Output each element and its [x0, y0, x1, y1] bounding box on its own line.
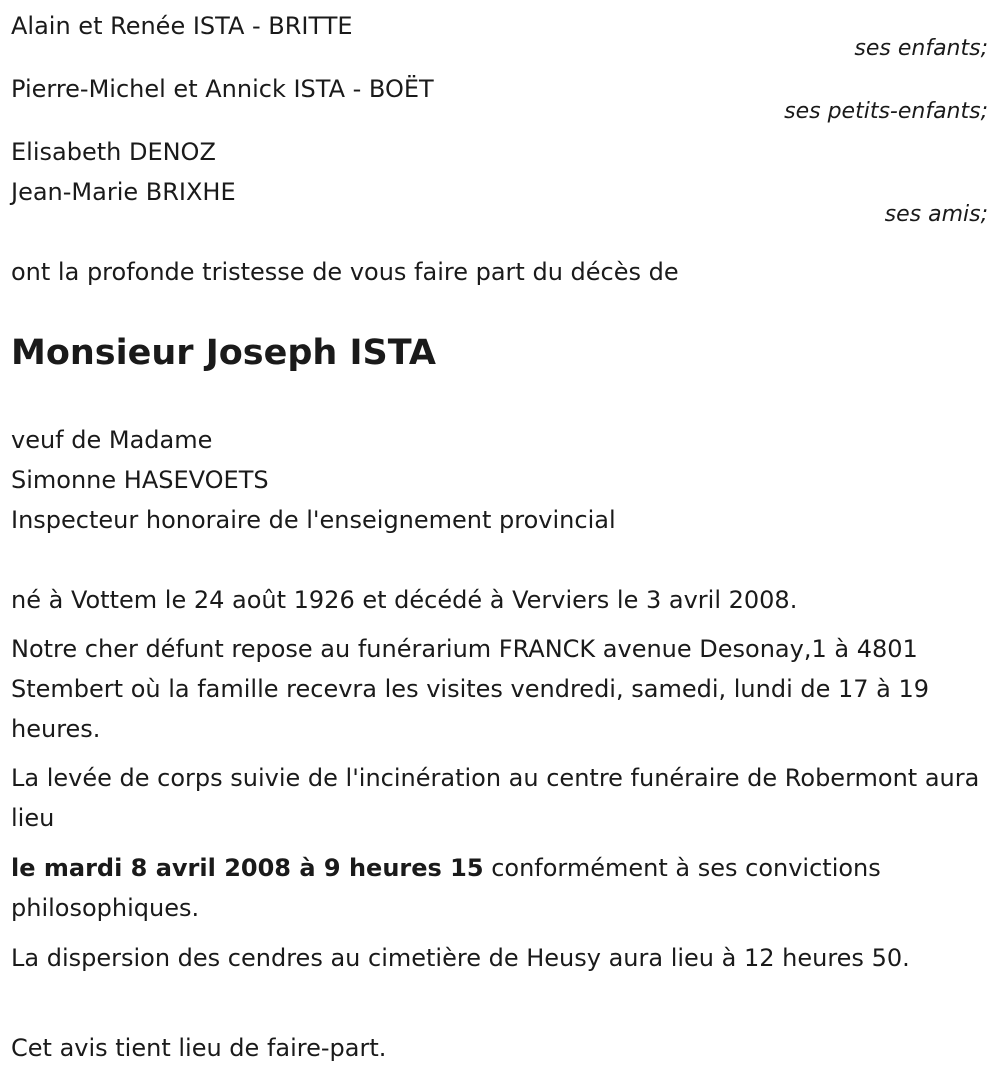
deceased-name: Monsieur Joseph ISTA [11, 333, 436, 373]
children-names: Alain et Renée ISTA - BRITTE [11, 12, 353, 40]
ceremony-paragraph: La levée de corps suivie de l'incinération au centre funéraire de Robermont aura lieu [11, 764, 980, 832]
funerarium-paragraph: Notre cher défunt repose au funérarium FRANCK avenue Desonay,1 à 4801 Stembert où la famille recevra les visites vendredi, samedi, lundi de 17 à 19 heures. [11, 635, 930, 743]
birth-death-line: né à Vottem le 24 août 1926 et décédé à Verviers le 3 avril 2008. [11, 586, 798, 614]
announcement-text: ont la profonde tristesse de vous faire part du décès de [11, 258, 679, 286]
ashes-paragraph: La dispersion des cendres au cimetière de Heusy aura lieu à 12 heures 50. [11, 944, 910, 972]
friend-name: Jean-Marie BRIXHE [11, 178, 236, 206]
grandchildren-names: Pierre-Michel et Annick ISTA - BOËT [11, 75, 434, 103]
closing-line: Cet avis tient lieu de faire-part. [11, 1034, 387, 1062]
widower-line: veuf de Madame [11, 426, 213, 454]
friends-relation: ses amis; [884, 202, 988, 227]
friend-name: Elisabeth DENOZ [11, 138, 216, 166]
ceremony-date-paragraph [11, 848, 991, 928]
profession: Inspecteur honoraire de l'enseignement provincial [11, 506, 616, 534]
children-relation: ses enfants; [854, 36, 988, 61]
ceremony-date: le mardi 8 avril 2008 à 9 heures 15 [11, 854, 484, 882]
ceremony-rest: conformément à ses convictions philosophiques. [11, 854, 881, 922]
spouse-name: Simonne HASEVOETS [11, 466, 269, 494]
grandchildren-relation: ses petits-enfants; [784, 99, 988, 124]
